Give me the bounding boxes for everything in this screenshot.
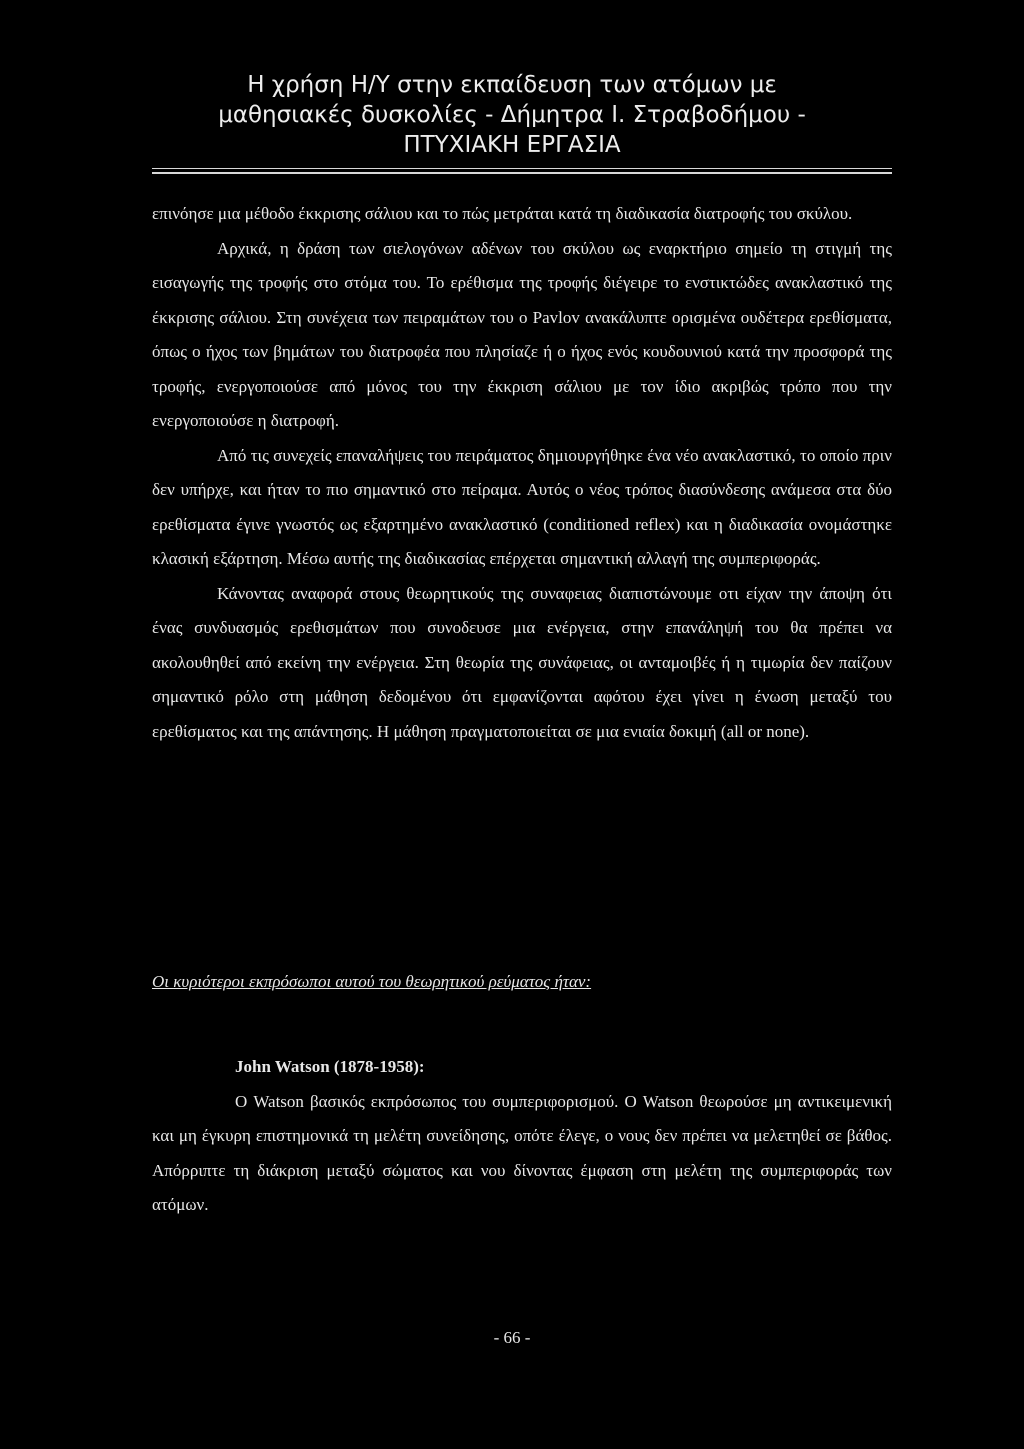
page-number: - 66 -	[493, 1328, 531, 1347]
header-title-line-1: Η χρήση Η/Υ στην εκπαίδευση των ατόμων με	[247, 72, 777, 98]
watson-title: John Watson (1878-1958):	[235, 1057, 425, 1076]
section-heading: Οι κυριότεροι εκπρόσωποι αυτού του θεωρητικού ρεύματος ήταν:	[152, 972, 592, 991]
header-title-line-2: μαθησιακές δυσκολίες - Δήμητρα Ι. Στραβοδήμου -	[218, 102, 806, 128]
watson-section	[152, 1050, 892, 1223]
header-rule-thin	[152, 168, 892, 169]
watson-paragraph: Ο Watson βασικός εκπρόσωπος του συμπεριφορισμού. Ο Watson θεωρούσε μη αντικειμενική και μη έγκυρη επιστημονικά τη μελέτη συνείδησης, οπότε έλεγε, ο νους δεν πρέπει να μελετηθεί σε βάθος. Απόρριπτε τη διάκριση μεταξύ σώματος και νου δίνοντας έμφαση στη μελέτη της συμπεριφοράς των ατόμων.	[152, 1091, 892, 1214]
header-title-line-3: ΠΤΥΧΙΑΚΗ ΕΡΓΑΣΙΑ	[403, 132, 621, 158]
page-header	[0, 70, 1024, 160]
paragraph-3: Από τις συνεχείς επαναλήψεις του πειράματος δημιουργήθηκε ένα νέο ανακλαστικό, το οποίο πριν δεν υπήρχε, και ήταν το πιο σημαντικό στο πείραμα. Αυτός ο νέος τρόπος διασύνδεσης ανάμεσα στα δύο ερεθίσματα έγινε γνωστός ως εξαρτημένο ανακλαστικό (conditioned reflex) και η διαδικασία ονομάστηκε κλασική εξάρτηση. Μέσω αυτής της διαδικασίας επέρχεται σημαντική αλλαγή της συμπεριφοράς.	[152, 445, 892, 568]
paragraph-2: Αρχικά, η δράση των σιελογόνων αδένων του σκύλου ως εναρκτήριο σημείο τη στιγμή της εισαγωγής της τροφής στο στόμα του. Το ερέθισμα της τροφής διέγειρε το ενστικτώδες ανακλαστικό της έκκρισης σάλιου. Στη συνέχεια των πειραμάτων του ο Pavlov ανακάλυπτε ορισμένα ουδέτερα ερεθίσματα, όπως ο ήχος των βημάτων του διατροφέα που πλησίαζε ή ο ήχος ενός κουδουνιού κατά την προσφορά της τροφής, ενεργοποιούσε από μόνος του την έκκριση σάλιου με τον ίδιο ακριβώς τρόπο που την ενεργοποιούσε η διατροφή.	[152, 238, 892, 430]
paragraph-4: Κάνοντας αναφορά στους θεωρητικούς της συναφειας διαπιστώνουμε οτι είχαν την άποψη ότι ένας συνδυασμός ερεθισμάτων που συνοδευσε μια ενέργεια, στην επανάληψή του θα πρέπει να ακολουθηθεί από εκείνη την ενέργεια. Στη θεωρία της συνάφειας, οι ανταμοιβές ή η τιμωρία δεν παίζουν σημαντικό ρόλο στη μάθηση δεδομένου ότι εμφανίζονται αφότου έχει γίνει η ένωση μεταξύ του ερεθίσματος και της απάντησης. Η μάθηση πραγματοποιείται σε μια ενιαία δοκιμή (all or none).	[152, 583, 892, 741]
body-text	[152, 197, 892, 749]
paragraph-1: επινόησε μια μέθοδο έκκρισης σάλιου και το πώς μετράται κατά τη διαδικασία διατροφής του σκύλου.	[152, 204, 853, 223]
header-rule-thick	[152, 172, 892, 174]
